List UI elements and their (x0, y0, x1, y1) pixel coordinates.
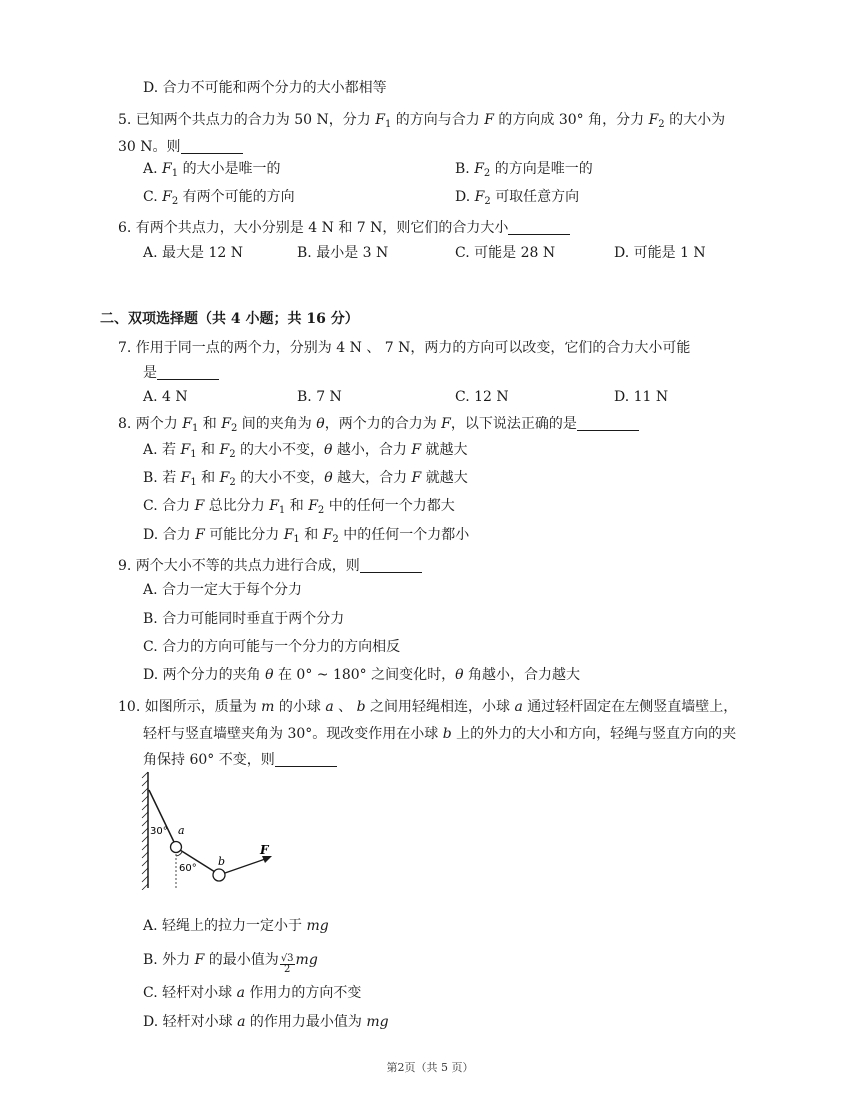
q10-option-c: C. 轻杆对小球 a 作用力的方向不变 (143, 985, 362, 1001)
q7-option-a: A. 4 N (143, 389, 188, 405)
q10-option-b: B. 外力 F 的最小值为 $\frac{√3}{2}$ mg (143, 952, 318, 975)
answer-blank (157, 365, 219, 380)
q6-stem: 6. 有两个共点力，大小分别是 4 N 和 7 N，则它们的合力大小 (118, 218, 570, 238)
ball-b (213, 869, 225, 881)
section-title: 二、双项选择题（共 4 小题；共 16 分） (100, 311, 359, 327)
q7-stem-line1: 7. 作用于同一点的两个力，分别为 4 N 、 7 N，两力的方向可以改变，它们的合力大小可能 (118, 340, 691, 356)
q9-option-a: A. 合力一定大于每个分力 (143, 582, 303, 598)
ball-a (171, 842, 182, 853)
arrow-head-icon (262, 856, 272, 863)
angle-label-30: 30° (150, 826, 168, 837)
angle-label-60: 60° (179, 863, 197, 874)
q8-option-b: B. 若 $F_1$ 和 $F_2$ 的大小不变，θ 越大，合力 F 就越大 (143, 470, 468, 488)
q9-option-d: D. 两个分力的夹角 θ 在 0° ~ 180° 之间变化时，θ 角越小，合力越大 (143, 667, 581, 683)
q10-stem-line1: 10. 如图所示，质量为 m 的小球 a 、 b 之间用轻绳相连，小球 a 通过轻杆固定在左侧竖直墙壁上， (118, 699, 738, 715)
q8-option-a: A. 若 $F_1$ 和 $F_2$ 的大小不变，θ 越小，合力 F 就越大 (143, 442, 468, 460)
q6-option-c: C. 可能是 28 N (455, 245, 556, 261)
q9-option-c: C. 合力的方向可能与一个分力的方向相反 (143, 639, 401, 655)
q8-option-c: C. 合力 F 总比分力 $F_1$ 和 $F_2$ 中的任何一个力都大 (143, 498, 455, 516)
q5-option-d: D. $F_2$ 可取任意方向 (455, 189, 580, 207)
q10-stem-line3: 角保持 60° 不变，则 (143, 750, 337, 770)
q9-stem: 9. 两个大小不等的共点力进行合成，则 (118, 556, 422, 576)
answer-blank (508, 220, 570, 235)
page-footer: 第2页（共 5 页） (386, 1061, 474, 1074)
q10-figure (140, 770, 290, 890)
q7-option-b: B. 7 N (297, 389, 342, 405)
q10-stem-line2: 轻杆与竖直墙壁夹角为 30°。现改变作用在小球 b 上的外力的大小和方向，轻绳与竖直方向的夹 (143, 726, 737, 742)
q8-stem: 8. 两个力 $F_1$ 和 $F_2$ 间的夹角为 θ，两个力的合力为 F，以下说法正确的是 (118, 414, 639, 434)
wall-hatching (142, 772, 148, 890)
answer-blank (360, 558, 422, 573)
label-a: a (178, 824, 185, 837)
q5-stem-line1: 5. 已知两个共点力的合力为 50 N，分力 $F_1$ 的方向与合力 F 的方向成 30° 角，分力 $F_2$ 的大小为 (118, 112, 726, 130)
q4-option-d: D. 合力不可能和两个分力的大小都相等 (143, 80, 387, 96)
q7-stem-line2: 是 (143, 363, 219, 383)
answer-blank (181, 139, 243, 154)
q9-option-b: B. 合力可能同时垂直于两个分力 (143, 611, 345, 627)
q10-option-a: A. 轻绳上的拉力一定小于 mg (143, 918, 329, 934)
q6-option-d: D. 可能是 1 N (614, 245, 706, 261)
label-b: b (218, 855, 226, 868)
force-arrow-line (225, 858, 268, 873)
label-f: F (260, 843, 269, 857)
q5-option-a: A. $F_1$ 的大小是唯一的 (143, 161, 281, 179)
answer-blank (577, 416, 639, 431)
q6-option-a: A. 最大是 12 N (143, 245, 243, 261)
q5-stem-line2: 30 N。则 (118, 137, 243, 157)
q8-option-d: D. 合力 F 可能比分力 $F_1$ 和 $F_2$ 中的任何一个力都小 (143, 527, 470, 545)
q7-option-d: D. 11 N (614, 389, 669, 405)
q10-option-d: D. 轻杆对小球 a 的作用力最小值为 mg (143, 1014, 389, 1030)
q5-option-b: B. $F_2$ 的方向是唯一的 (455, 161, 593, 179)
answer-blank (275, 752, 337, 767)
q5-option-c: C. $F_2$ 有两个可能的方向 (143, 189, 295, 207)
q7-option-c: C. 12 N (455, 389, 509, 405)
q6-option-b: B. 最小是 3 N (297, 245, 389, 261)
fraction-sqrt3-over-2: $\frac{√3}{2}$ (280, 953, 294, 975)
